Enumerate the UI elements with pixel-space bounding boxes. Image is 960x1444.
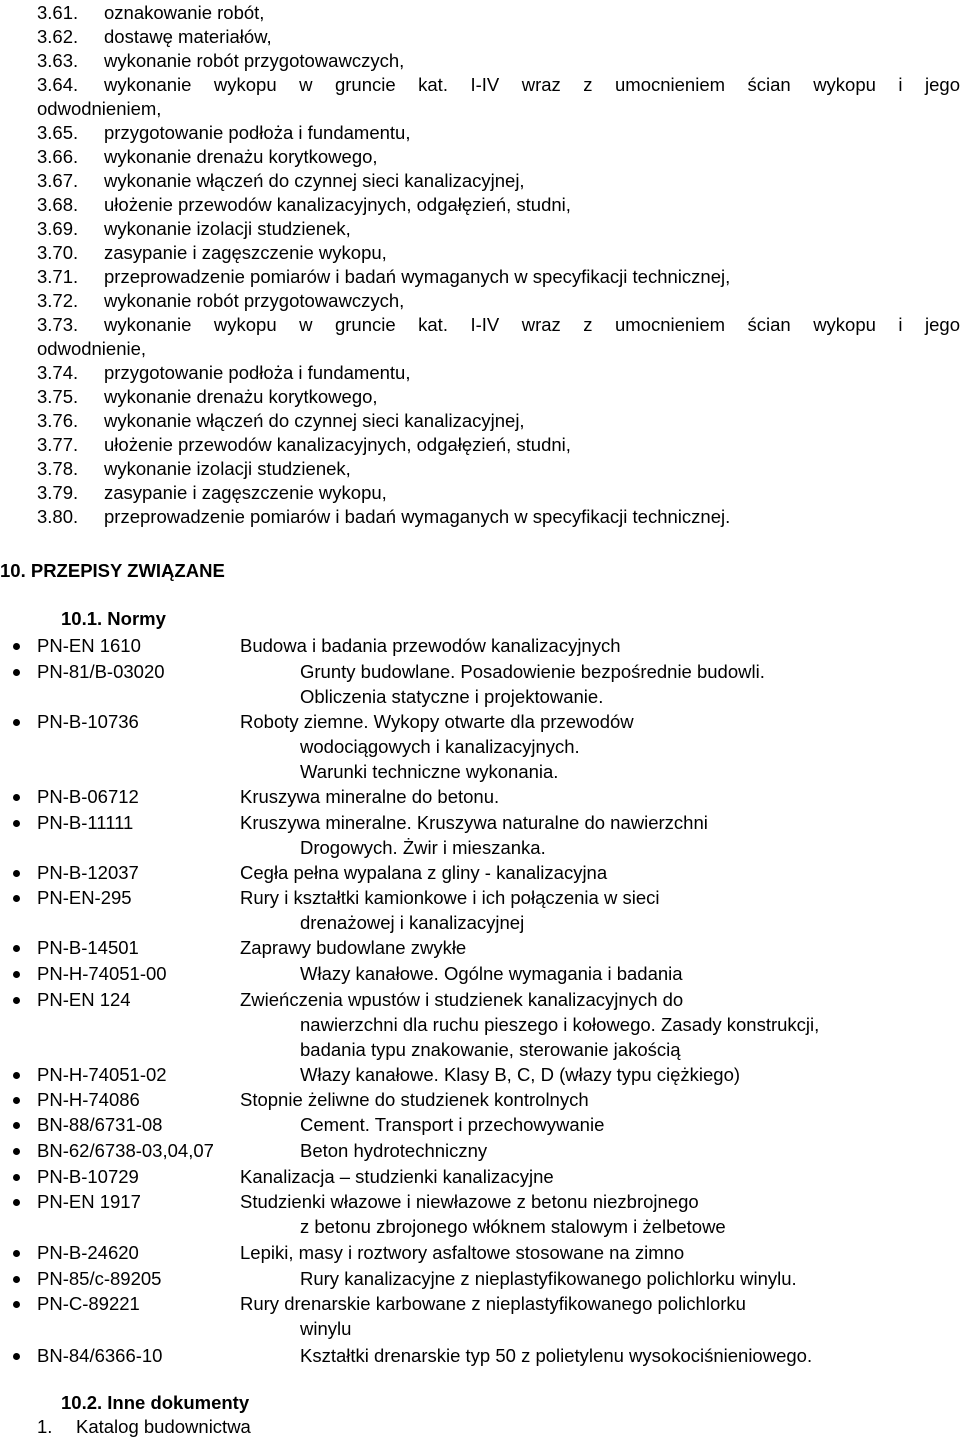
bullet-icon — [13, 1097, 20, 1104]
list-item-text: dostawę materiałów, — [104, 26, 272, 47]
norm-description: drenażowej i kanalizacyjnej — [300, 912, 525, 933]
list-item-number: 3.72. — [37, 290, 79, 311]
bullet-icon — [13, 945, 20, 952]
list-item-number: 3.79. — [37, 482, 79, 503]
norm-description: Stopnie żeliwne do studzienek kontrolnych — [240, 1089, 589, 1110]
list-item-text: wykonanie wykopu w gruncie kat. I-IV wraz z umocnieniem ścian wykopu i jego — [104, 74, 960, 95]
norm-description: Włazy kanałowe. Ogólne wymagania i badania — [300, 963, 683, 984]
list-item-number: 3.78. — [37, 458, 79, 479]
norm-code: PN-B-12037 — [37, 862, 139, 883]
norm-description: z betonu zbrojonego włóknem stalowym i żelbetowe — [300, 1216, 726, 1237]
list-item-text: wykonanie izolacji studzienek, — [104, 458, 351, 479]
bullet-icon — [13, 1072, 20, 1079]
list-item-text: wykonanie włączeń do czynnej sieci kanalizacyjnej, — [104, 170, 525, 191]
bullet-icon — [13, 1353, 20, 1360]
norm-description: Włazy kanałowe. Klasy B, C, D (włazy typu ciężkiego) — [300, 1064, 741, 1085]
norm-description: Obliczenia statyczne i projektowanie. — [300, 686, 604, 707]
list-item-text: wykonanie wykopu w gruncie kat. I-IV wraz z umocnieniem ścian wykopu i jego — [104, 314, 960, 335]
list-item-text: zasypanie i zagęszczenie wykopu, — [104, 242, 387, 263]
norm-description: Rury i kształtki kamionkowe i ich połączenia w sieci — [240, 887, 660, 908]
bullet-icon — [13, 1250, 20, 1257]
norm-description: Kształtki drenarskie typ 50 z polietylenu wysokociśnieniowego. — [300, 1345, 813, 1366]
norm-code: PN-EN 1610 — [37, 635, 141, 656]
bullet-icon — [13, 1174, 20, 1181]
list-item-text: wykonanie robót przygotowawczych, — [104, 290, 405, 311]
list-item-text: przygotowanie podłoża i fundamentu, — [104, 362, 411, 383]
bullet-icon — [13, 997, 20, 1004]
list-item-number: 3.77. — [37, 434, 79, 455]
norm-description: Cegła pełna wypalana z gliny - kanalizacyjna — [240, 862, 608, 883]
norm-description: Kruszywa mineralne. Kruszywa naturalne do nawierzchni — [240, 812, 708, 833]
norm-description: wodociągowych i kanalizacyjnych. — [300, 736, 580, 757]
list-item-text: przygotowanie podłoża i fundamentu, — [104, 122, 411, 143]
list-item-text: ułożenie przewodów kanalizacyjnych, odgałęzień, studni, — [104, 194, 571, 215]
norm-description: Rury drenarskie karbowane z nieplastyfikowanego polichlorku — [240, 1293, 746, 1314]
norm-code: PN-EN 124 — [37, 989, 131, 1010]
list-item-text: zasypanie i zagęszczenie wykopu, — [104, 482, 387, 503]
bullet-icon — [13, 971, 20, 978]
list-item-number: 3.70. — [37, 242, 79, 263]
other-doc-text: Katalog budownictwa — [76, 1416, 251, 1437]
list-item-number: 3.76. — [37, 410, 79, 431]
bullet-icon — [13, 669, 20, 676]
bullet-icon — [13, 794, 20, 801]
list-item-number: 3.63. — [37, 50, 79, 71]
norm-code: PN-B-14501 — [37, 937, 139, 958]
norm-code: PN-B-10736 — [37, 711, 139, 732]
norm-code: PN-EN-295 — [37, 887, 132, 908]
list-item-text: wykonanie włączeń do czynnej sieci kanalizacyjnej, — [104, 410, 525, 431]
list-item-text: wykonanie robót przygotowawczych, — [104, 50, 405, 71]
norm-description: Roboty ziemne. Wykopy otwarte dla przewodów — [240, 711, 634, 732]
list-item-text: wykonanie drenażu korytkowego, — [104, 386, 378, 407]
norm-description: Beton hydrotechniczny — [300, 1140, 488, 1161]
bullet-icon — [13, 895, 20, 902]
norm-code: PN-H-74051-00 — [37, 963, 167, 984]
norm-code: BN-62/6738-03,04,07 — [37, 1140, 214, 1161]
norm-description: Zaprawy budowlane zwykłe — [240, 937, 467, 958]
norm-description: badania typu znakowanie, sterowanie jakością — [300, 1039, 681, 1060]
norm-description: Kruszywa mineralne do betonu. — [240, 786, 500, 807]
norm-description: Zwieńczenia wpustów i studzienek kanalizacyjnych do — [240, 989, 684, 1010]
list-item-text: wykonanie izolacji studzienek, — [104, 218, 351, 239]
norm-description: Budowa i badania przewodów kanalizacyjnych — [240, 635, 621, 656]
bullet-icon — [13, 1148, 20, 1155]
subsection-title-normy: 10.1. Normy — [61, 608, 166, 629]
norm-code: PN-H-74051-02 — [37, 1064, 167, 1085]
section-title: 10. PRZEPISY ZWIĄZANE — [0, 560, 225, 581]
list-item-text: wykonanie drenażu korytkowego, — [104, 146, 378, 167]
norm-description: Lepiki, masy i roztwory asfaltowe stosowane na zimno — [240, 1242, 685, 1263]
list-item-text: przeprowadzenie pomiarów i badań wymaganych w specyfikacji technicznej. — [104, 506, 731, 527]
norm-description: Drogowych. Żwir i mieszanka. — [300, 837, 546, 858]
norm-description: Cement. Transport i przechowywanie — [300, 1114, 605, 1135]
list-item-text-continuation: odwodnieniem, — [37, 98, 162, 119]
norm-description: winylu — [300, 1318, 352, 1339]
bullet-icon — [13, 719, 20, 726]
list-item-text: oznakowanie robót, — [104, 2, 265, 23]
list-item-number: 3.62. — [37, 26, 79, 47]
norm-code: PN-B-11111 — [37, 812, 134, 833]
norm-description: Rury kanalizacyjne z nieplastyfikowanego polichlorku winylu. — [300, 1268, 797, 1289]
list-item-text-continuation: odwodnienie, — [37, 338, 147, 359]
bullet-icon — [13, 1276, 20, 1283]
list-item-number: 3.80. — [37, 506, 79, 527]
norm-code: PN-85/c-89205 — [37, 1268, 162, 1289]
bullet-icon — [13, 643, 20, 650]
norm-description: Warunki techniczne wykonania. — [300, 761, 559, 782]
bullet-icon — [13, 1122, 20, 1129]
norm-description: Kanalizacja – studzienki kanalizacyjne — [240, 1166, 554, 1187]
list-item-text: przeprowadzenie pomiarów i badań wymaganych w specyfikacji technicznej, — [104, 266, 731, 287]
list-item-number: 3.71. — [37, 266, 79, 287]
list-item-number: 3.61. — [37, 2, 79, 23]
subsection-title-inne-dokumenty: 10.2. Inne dokumenty — [61, 1392, 250, 1413]
norm-code: PN-B-24620 — [37, 1242, 139, 1263]
norm-code: PN-B-10729 — [37, 1166, 139, 1187]
norm-code: PN-B-06712 — [37, 786, 139, 807]
bullet-icon — [13, 1199, 20, 1206]
list-item-number: 3.75. — [37, 386, 79, 407]
norm-code: PN-81/B-03020 — [37, 661, 165, 682]
bullet-icon — [13, 820, 20, 827]
list-item-number: 3.65. — [37, 122, 79, 143]
norm-code: PN-C-89221 — [37, 1293, 140, 1314]
norm-code: PN-EN 1917 — [37, 1191, 141, 1212]
list-item-text: ułożenie przewodów kanalizacyjnych, odgałęzień, studni, — [104, 434, 571, 455]
norm-code: BN-84/6366-10 — [37, 1345, 163, 1366]
list-item-number: 3.74. — [37, 362, 79, 383]
norm-code: PN-H-74086 — [37, 1089, 140, 1110]
list-item-number: 3.64. — [37, 74, 79, 95]
other-doc-number: 1. — [37, 1416, 53, 1437]
list-item-number: 3.73. — [37, 314, 79, 335]
list-item-number: 3.67. — [37, 170, 79, 191]
bullet-icon — [13, 870, 20, 877]
norm-code: BN-88/6731-08 — [37, 1114, 163, 1135]
list-item-number: 3.69. — [37, 218, 79, 239]
norm-description: Studzienki włazowe i niewłazowe z betonu niezbrojnego — [240, 1191, 699, 1212]
norm-description: nawierzchni dla ruchu pieszego i kołowego. Zasady konstrukcji, — [300, 1014, 820, 1035]
bullet-icon — [13, 1301, 20, 1308]
norm-description: Grunty budowlane. Posadowienie bezpośrednie budowli. — [300, 661, 765, 682]
list-item-number: 3.68. — [37, 194, 79, 215]
list-item-number: 3.66. — [37, 146, 79, 167]
